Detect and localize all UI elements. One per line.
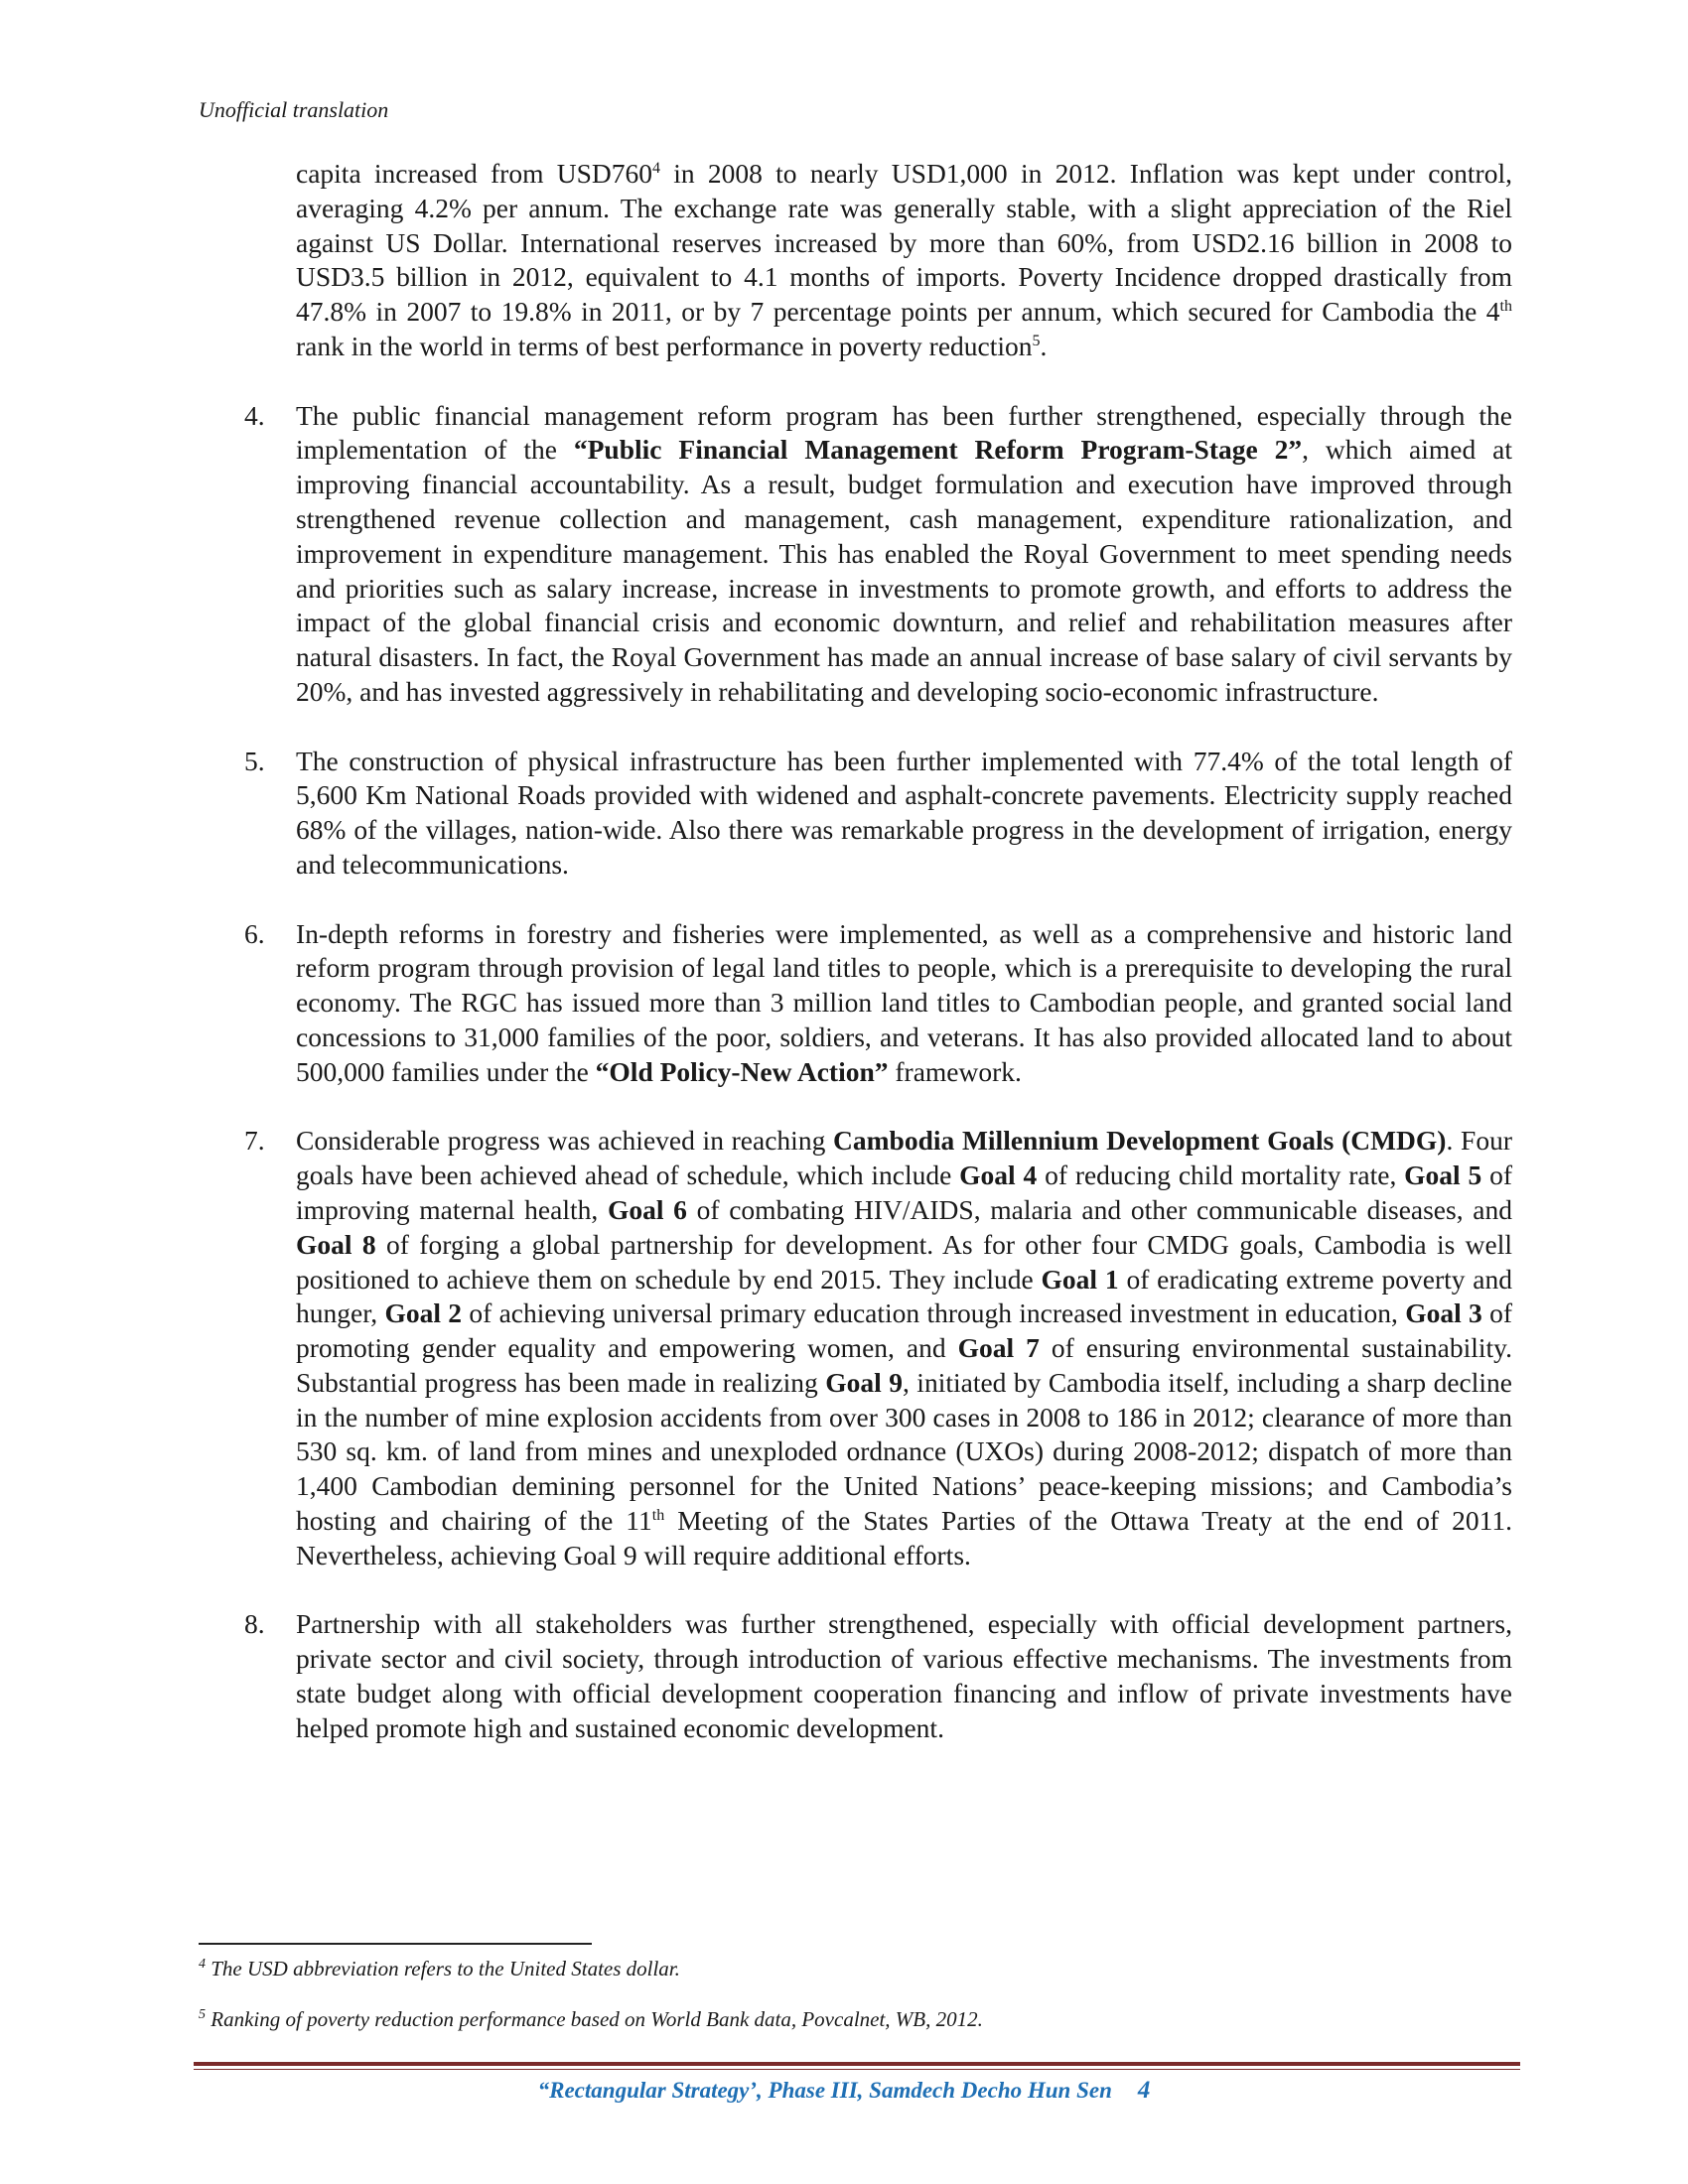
text: In-depth reforms in forestry and fisheries were implemented, as well as a comprehensive and historic land reform program through provision of legal land titles to people, which is a prerequisite to developing the rural economy. The RGC has issued more than 3 million land titles to Cambodian people, and granted social land concessions to 31,000 families of the poor, soldiers, and veterans. It has also provided allocated land to about 500,000 families under the — [296, 917, 1512, 1087]
text: The public financial management reform program has been further strengthened, especially through the implementation of the — [296, 399, 1512, 466]
paragraph-intro — [199, 157, 1512, 364]
footer-rule-thin — [194, 2069, 1520, 2070]
page-number: 4 — [1137, 2077, 1151, 2104]
footer-rule — [194, 2062, 1520, 2066]
text: of ensuring environmental sustainability. Substantial progress has been made in realizing — [296, 1332, 1513, 1398]
footer-title: “Rectangular Strategy’, Phase III, Samdech Decho Hun Sen — [537, 2078, 1112, 2103]
bold-text: Cambodia Millennium Development Goals (CMDG) — [833, 1125, 1447, 1157]
text: in 2008 to nearly USD1,000 in 2012. Inflation was kept under control, averaging 4.2% per annum. The exchange rate was generally stable, with a slight appreciation of the Riel against US Dollar. International reserves increased by more than 60%, from USD2.16 billion in 2008 to USD3.5 billion in 2012, equivalent to 4.1 months of imports. Poverty Incidence dropped drastically from 47.8% in 2007 to 19.8% in 2011, or by 7 percentage points per annum, which secured for Cambodia the 4 — [296, 158, 1512, 328]
footnote-text: The USD abbreviation refers to the United States dollar. — [206, 1957, 680, 1980]
bold-text: Goal 1 — [1041, 1263, 1119, 1295]
document-body — [199, 157, 1512, 1780]
text: capita increased from USD760 — [296, 158, 652, 189]
paragraph-6 — [199, 917, 1512, 1090]
bold-text: “Public Financial Management Reform Program-Stage 2” — [573, 434, 1303, 466]
text: . Four goals have been achieved ahead of schedule, which include — [296, 1125, 1512, 1191]
paragraph-number: 5. — [244, 745, 265, 776]
paragraph-number: 7. — [244, 1125, 265, 1157]
footnote-ref[interactable]: 5 — [1032, 332, 1041, 349]
bold-text: “Old Policy-New Action” — [595, 1055, 889, 1087]
footnote-4 — [199, 1957, 680, 1981]
text: framework. — [888, 1055, 1022, 1087]
footnote-mark: 5 — [199, 2007, 206, 2022]
text: of eradicating extreme poverty and hunger, — [296, 1263, 1513, 1329]
bold-text: Goal 5 — [1404, 1160, 1482, 1191]
text: Partnership with all stakeholders was further strengthened, especially with official development partners, private sector and civil society, through introduction of various effective mechanisms. The investments from state budget along with official development cooperation financing and inflow of private investments have helped promote high and sustained economic development. — [296, 1608, 1512, 1743]
paragraph-4 — [199, 399, 1512, 710]
footnote-separator — [199, 1943, 592, 1945]
text: of combating HIV/AIDS, malaria and other communicable diseases, and — [686, 1193, 1512, 1225]
footnote-5 — [199, 2007, 983, 2032]
text: rank in the world in terms of best performance in poverty reduction — [296, 330, 1033, 361]
text: The construction of physical infrastructure has been further implemented with 77.4% of the total length of 5,600 Km National Roads provided with widened and asphalt-concrete pavements. Electricity supply reached 68% of the villages, nation-wide. Also there was remarkable progress in the development of irrigation, energy and telecommunications. — [296, 745, 1512, 880]
text: Meeting of the States Parties of the Ottawa Treaty at the end of 2011. Nevertheless, achieving Goal 9 will require additional efforts. — [296, 1505, 1512, 1570]
bold-text: Goal 6 — [607, 1193, 687, 1225]
text: of reducing child mortality rate, — [1037, 1160, 1405, 1191]
ordinal-suffix: th — [1499, 298, 1512, 316]
paragraph-8 — [199, 1607, 1512, 1745]
footnote-ref[interactable]: 4 — [651, 159, 660, 177]
paragraph-number: 4. — [244, 399, 265, 431]
text: , which aimed at improving financial accountability. As a result, budget formulation and execution have improved through strengthened revenue collection and management, cash management, expenditure rationalization, and improvement in expenditure management. This has enabled the Royal Government to meet spending needs and priorities such as salary increase, increase in investments to promote growth, and efforts to address the impact of the global financial crisis and economic downturn, and relief and rehabilitation measures after natural disasters. In fact, the Royal Government has made an annual increase of base salary of civil servants by 20%, and has invested aggressively in rehabilitating and developing socio-economic infrastructure. — [296, 434, 1512, 707]
header-note: Unofficial translation — [199, 97, 389, 122]
text: . — [1040, 330, 1048, 361]
text: of achieving universal primary education through increased investment in education, — [462, 1297, 1406, 1329]
text: of improving maternal health, — [296, 1160, 1513, 1225]
footnote-mark: 4 — [199, 1957, 206, 1972]
bold-text: Goal 4 — [959, 1160, 1038, 1191]
bold-text: Goal 3 — [1405, 1297, 1482, 1329]
ordinal-suffix: th — [651, 1506, 665, 1524]
text: , initiated by Cambodia itself, including a sharp decline in the number of mine explosion accidents from over 300 cases in 2008 to 186 in 2012; clearance of more than 530 sq. km. of land from mines and unexploded ordnance (UXOs) during 2008-2012; dispatch of more than 1,400 Cambodian demining personnel for the United Nations’ peace-keeping missions; and Cambodia’s hosting and chairing of the 11 — [296, 1366, 1513, 1537]
text: Considerable progress was achieved in reaching — [296, 1125, 834, 1157]
paragraph-number: 6. — [244, 917, 265, 949]
text: of forging a global partnership for development. As for other four CMDG goals, Cambodia is well positioned to achieve them on schedule by end 2015. They include — [296, 1228, 1513, 1295]
paragraph-number: 8. — [244, 1608, 265, 1640]
paragraph-7 — [199, 1124, 1512, 1572]
bold-text: Goal 2 — [384, 1297, 463, 1329]
bold-text: Goal 7 — [957, 1332, 1040, 1364]
bold-text: Goal 8 — [296, 1228, 376, 1260]
text: of promoting gender equality and empowering women, and — [296, 1297, 1512, 1364]
footnote-text: Ranking of poverty reduction performance based on World Bank data, Povcalnet, WB, 2012. — [206, 2007, 983, 2031]
paragraph-5 — [199, 745, 1512, 883]
page-footer — [0, 2077, 1688, 2105]
bold-text: Goal 9 — [825, 1366, 903, 1398]
